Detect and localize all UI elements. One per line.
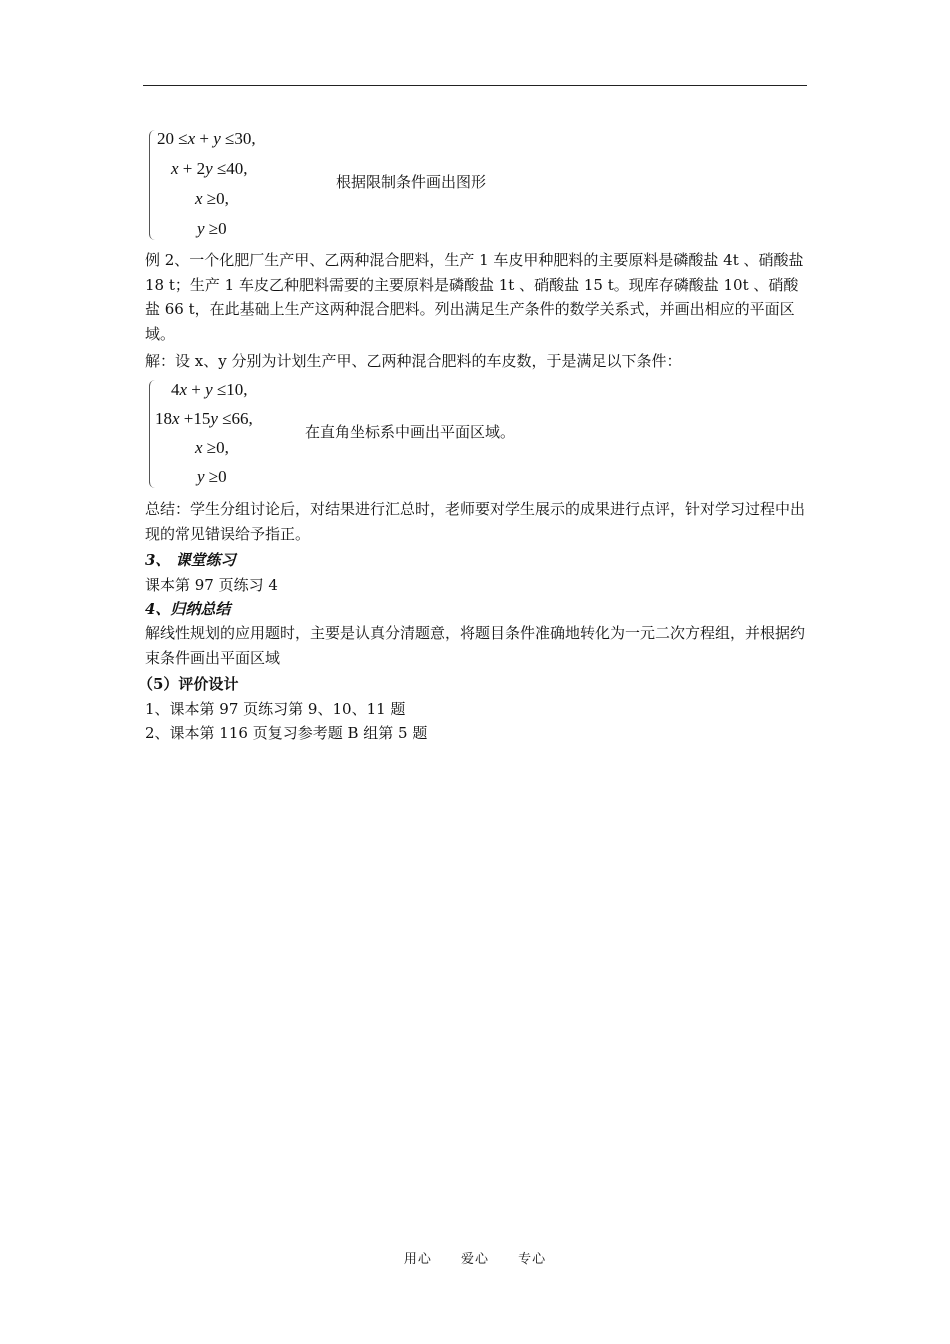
section3-text: 课本第 97 页练习 4 — [145, 576, 278, 594]
section4-heading: 4、归纳总结 — [145, 600, 231, 618]
sys1-eq4: y ≥0 — [197, 219, 227, 238]
example2-solution: 解：设 x、y 分别为计划生产甲、乙两种混合肥料的车皮数，于是满足以下条件： — [145, 352, 682, 370]
sys2-note: 在直角坐标系中画出平面区域。 — [305, 423, 516, 441]
sys1-eq1: 20 ≤x + y ≤30, — [157, 129, 256, 148]
section5-item2: 2、课本第 116 页复习参考题 B 组第 5 题 — [145, 724, 428, 742]
summary-text: 总结：学生分组讨论后，对结果进行汇总时，老师要对学生展示的成果进行点评，针对学习过程中出现的常见错误给予指正。 — [145, 500, 806, 543]
section5-item1: 1、课本第 97 页练习第 9、10、11 题 — [145, 700, 406, 718]
section5-heading: （5）评价设计 — [138, 675, 239, 693]
header-rule — [143, 85, 807, 86]
sys1-eq2: x + 2y ≤40, — [171, 159, 248, 178]
footer-word-2: 爱心 — [460, 1252, 489, 1267]
sys2-eq1: 4x + y ≤10, — [171, 380, 248, 399]
brace-2 — [149, 380, 156, 488]
footer-word-3: 专心 — [518, 1252, 547, 1267]
sys2-eq3: x ≥0, — [195, 438, 229, 457]
section3-heading: 3、 课堂练习 — [145, 551, 236, 569]
example2-text: 例 2、一个化肥厂生产甲、乙两种混合肥料，生产 1 车皮甲种肥料的主要原料是磷酸盐 4t 、硝酸盐 18 t；生产 1 车皮乙种肥料需要的主要原料是磷酸盐 1t 、硝酸盐 15 t。现库存磷酸盐 10t 、硝酸盐 66 t，在此基础上生产这两种混合肥料。列出满足生产条件的数学关系式，并画出相应的平面区域。 — [145, 251, 804, 343]
section4-text: 解线性规划的应用题时，主要是认真分清题意，将题目条件准确地转化为一元二次方程组，并根据约束条件画出平面区域 — [145, 624, 806, 667]
sys1-eq3: x ≥0, — [195, 189, 229, 208]
sys2-eq4: y ≥0 — [197, 467, 227, 486]
sys2-eq2: 18x +15y ≤66, — [155, 409, 253, 428]
brace-1 — [149, 130, 156, 240]
sys1-note: 根据限制条件画出图形 — [336, 173, 487, 191]
footer-word-1: 用心 — [403, 1252, 432, 1267]
page-footer — [0, 1248, 950, 1267]
